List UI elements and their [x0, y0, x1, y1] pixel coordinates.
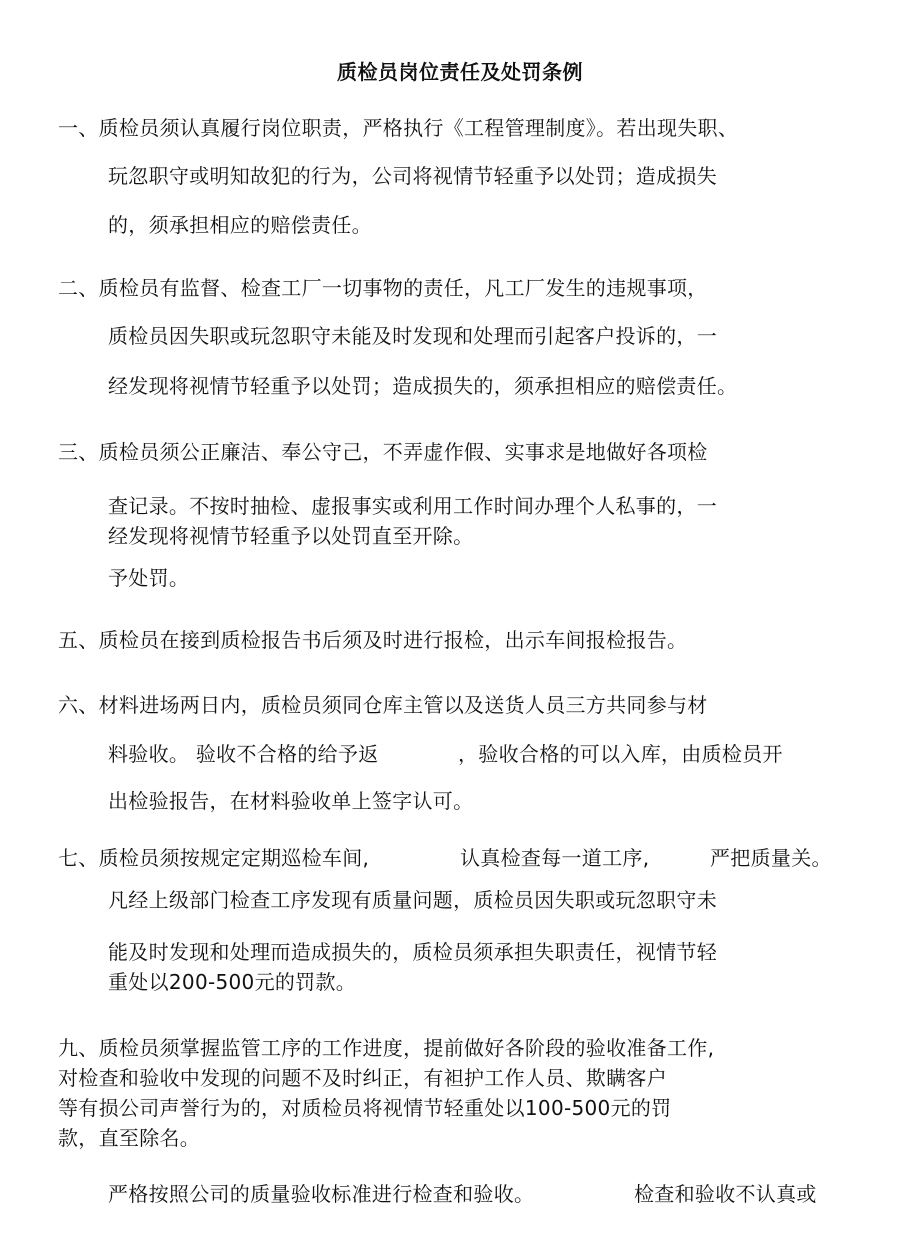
text-line: 认真检查每一道工序,	[460, 846, 650, 870]
text-line: 等有损公司声誉行为的，对质检员将视情节轻重处以100-500元的罚	[58, 1096, 672, 1120]
text-line: 九、质检员须掌握监管工序的工作进度，提前做好各阶段的验收准备工作,	[58, 1036, 715, 1060]
text-line: 经发现将视情节轻重予以处罚直至开除。	[108, 524, 474, 548]
text-line: 一、质检员须认真履行岗位职责，严格执行《工程管理制度》。若出现失职、	[58, 116, 739, 140]
text-line: 查记录。不按时抽检、虚报事实或利用工作时间办理个人私事的，一	[108, 494, 717, 518]
text-line: 料验收。 验收不合格的给予返	[108, 742, 379, 766]
text-line: 五、质检员在接到质检报告书后须及时进行报检，出示车间报检报告。	[58, 628, 688, 652]
text-line: 七、质检员须按规定定期巡检车间,	[58, 846, 370, 870]
text-line: 重处以200-500元的罚款。	[108, 970, 357, 994]
text-line: 二、质检员有监督、检查工厂一切事物的责任，凡工厂发生的违规事项，	[58, 276, 708, 300]
text-line: 六、材料进场两日内，质检员须同仓库主管以及送货人员三方共同参与材	[58, 693, 708, 717]
text-line: 的，须承担相应的赔偿责任。	[108, 213, 372, 237]
text-line: 对检查和验收中发现的问题不及时纠正，有袒护工作人员、欺瞒客户	[58, 1066, 667, 1090]
text-line: 款，直至除名。	[58, 1126, 201, 1150]
document-title: 质检员岗位责任及处罚条例	[337, 60, 583, 84]
text-line: 能及时发现和处理而造成损失的，质检员须承担失职责任，视情节轻	[108, 940, 717, 964]
text-line: ，验收合格的可以入库，由质检员开	[458, 742, 783, 766]
text-line: 凡经上级部门检查工序发现有质量问题，质检员因失职或玩忽职守未	[108, 888, 717, 912]
text-line: 严格按照公司的质量验收标准进行检查和验收。	[108, 1182, 535, 1206]
text-line: 严把质量关。	[710, 846, 832, 870]
text-line: 三、质检员须公正廉洁、奉公守己，不弄虚作假、实事求是地做好各项检	[58, 440, 708, 464]
text-line: 质检员因失职或玩忽职守未能及时发现和处理而引起客户投诉的，一	[108, 324, 717, 348]
text-line: 检查和验收不认真或	[634, 1182, 817, 1206]
text-line: 玩忽职守或明知故犯的行为，公司将视情节轻重予以处罚；造成损失	[108, 164, 717, 188]
text-line: 予处罚。	[108, 566, 190, 590]
text-line: 经发现将视情节轻重予以处罚；造成损失的，须承担相应的赔偿责任。	[108, 374, 738, 398]
text-line: 出检验报告，在材料验收单上签字认可。	[108, 789, 474, 813]
